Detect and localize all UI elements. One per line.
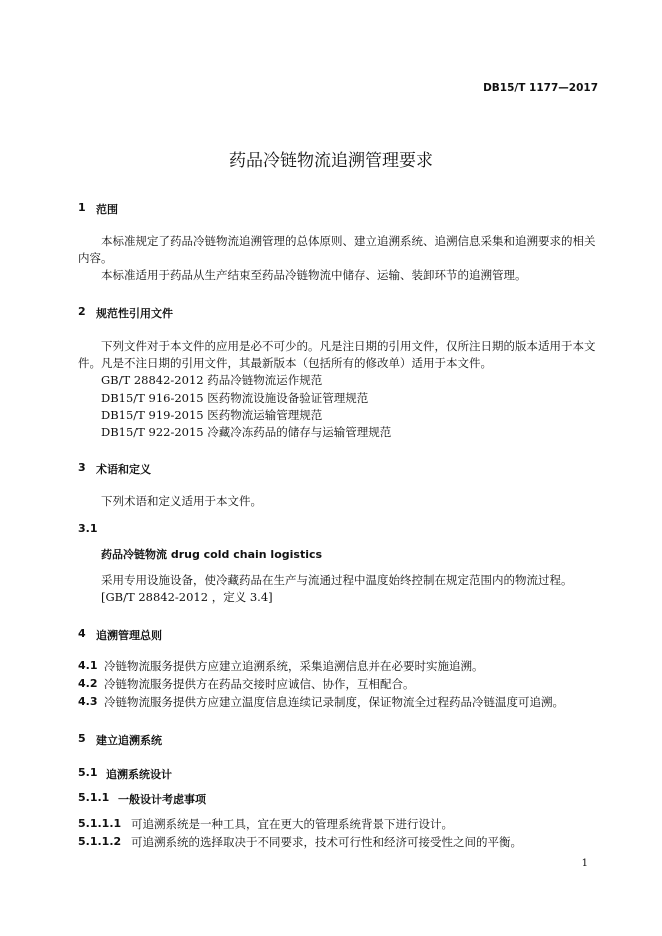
section-1-heading: 范围: [96, 203, 118, 216]
clause-number: 5.1.1.1: [78, 817, 122, 830]
term-3-1-definition: 采用专用设施设备，使冷藏药品在生产与流通过程中温度始终控制在规定范围内的物流过程。: [101, 573, 573, 587]
section-1-paragraph-2: 本标准适用于药品从生产结束至药品冷链物流中储存、运输、装卸环节的追溯管理。: [101, 268, 527, 282]
term-3-1-name: 药品冷链物流 drug cold chain logistics: [101, 548, 323, 561]
clause-text: 可追溯系统是一种工具，宜在更大的管理系统背景下进行设计。: [131, 817, 453, 831]
subsection-5-1-1-heading: 一般设计考虑事项: [118, 793, 206, 806]
section-2-heading: 规范性引用文件: [96, 307, 173, 320]
section-3-number: 3: [78, 461, 86, 474]
reference-item: GB/T 28842-2012 药品冷链物流运作规范: [101, 373, 323, 387]
page-title: 药品冷链物流追溯管理要求: [229, 151, 433, 171]
subsection-5-1-1-number: 5.1.1: [78, 791, 110, 804]
subsection-5-1-heading: 追溯系统设计: [106, 768, 172, 781]
document-number: DB15/T 1177—2017: [483, 82, 598, 94]
section-2-paragraph-line-1: 下列文件对于本文件的应用是必不可少的。凡是注日期的引用文件，仅所注日期的版本适用于本文: [101, 339, 596, 353]
section-1-number: 1: [78, 201, 86, 214]
section-1-paragraph-1-line-2: 内容。: [78, 251, 113, 265]
clause-number: 5.1.1.2: [78, 835, 122, 848]
clause-number: 4.1: [78, 659, 98, 672]
clause-number: 4.3: [78, 695, 98, 708]
section-2-paragraph-line-2: 件。凡是不注日期的引用文件，其最新版本（包括所有的修改单）适用于本文件。: [78, 356, 492, 370]
page-number: 1: [581, 858, 588, 869]
clause-text: 冷链物流服务提供方应建立温度信息连续记录制度，保证物流全过程药品冷链温度可追溯。: [104, 695, 564, 709]
reference-item: DB15/T 916-2015 医药物流设施设备验证管理规范: [101, 391, 369, 405]
clause-text: 冷链物流服务提供方应建立追溯系统，采集追溯信息并在必要时实施追溯。: [104, 659, 484, 673]
term-3-1-number: 3.1: [78, 522, 98, 535]
subsection-5-1-number: 5.1: [78, 766, 98, 779]
reference-item: DB15/T 919-2015 医药物流运输管理规范: [101, 408, 323, 422]
section-3-paragraph: 下列术语和定义适用于本文件。: [101, 494, 262, 508]
clause-number: 4.2: [78, 677, 98, 690]
section-4-number: 4: [78, 627, 86, 640]
section-5-number: 5: [78, 732, 86, 745]
clause-text: 可追溯系统的选择取决于不同要求，技术可行性和经济可接受性之间的平衡。: [131, 835, 522, 849]
section-3-heading: 术语和定义: [96, 463, 151, 476]
reference-item: DB15/T 922-2015 冷藏冷冻药品的储存与运输管理规范: [101, 425, 392, 439]
section-2-number: 2: [78, 305, 86, 318]
section-1-paragraph-1-line-1: 本标准规定了药品冷链物流追溯管理的总体原则、建立追溯系统、追溯信息采集和追溯要求的相关: [101, 234, 596, 248]
section-4-heading: 追溯管理总则: [96, 629, 162, 642]
section-5-heading: 建立追溯系统: [96, 734, 162, 747]
term-3-1-source: [GB/T 28842-2012 ，定义 3.4]: [101, 590, 273, 604]
clause-text: 冷链物流服务提供方在药品交接时应诚信、协作，互相配合。: [104, 677, 415, 691]
